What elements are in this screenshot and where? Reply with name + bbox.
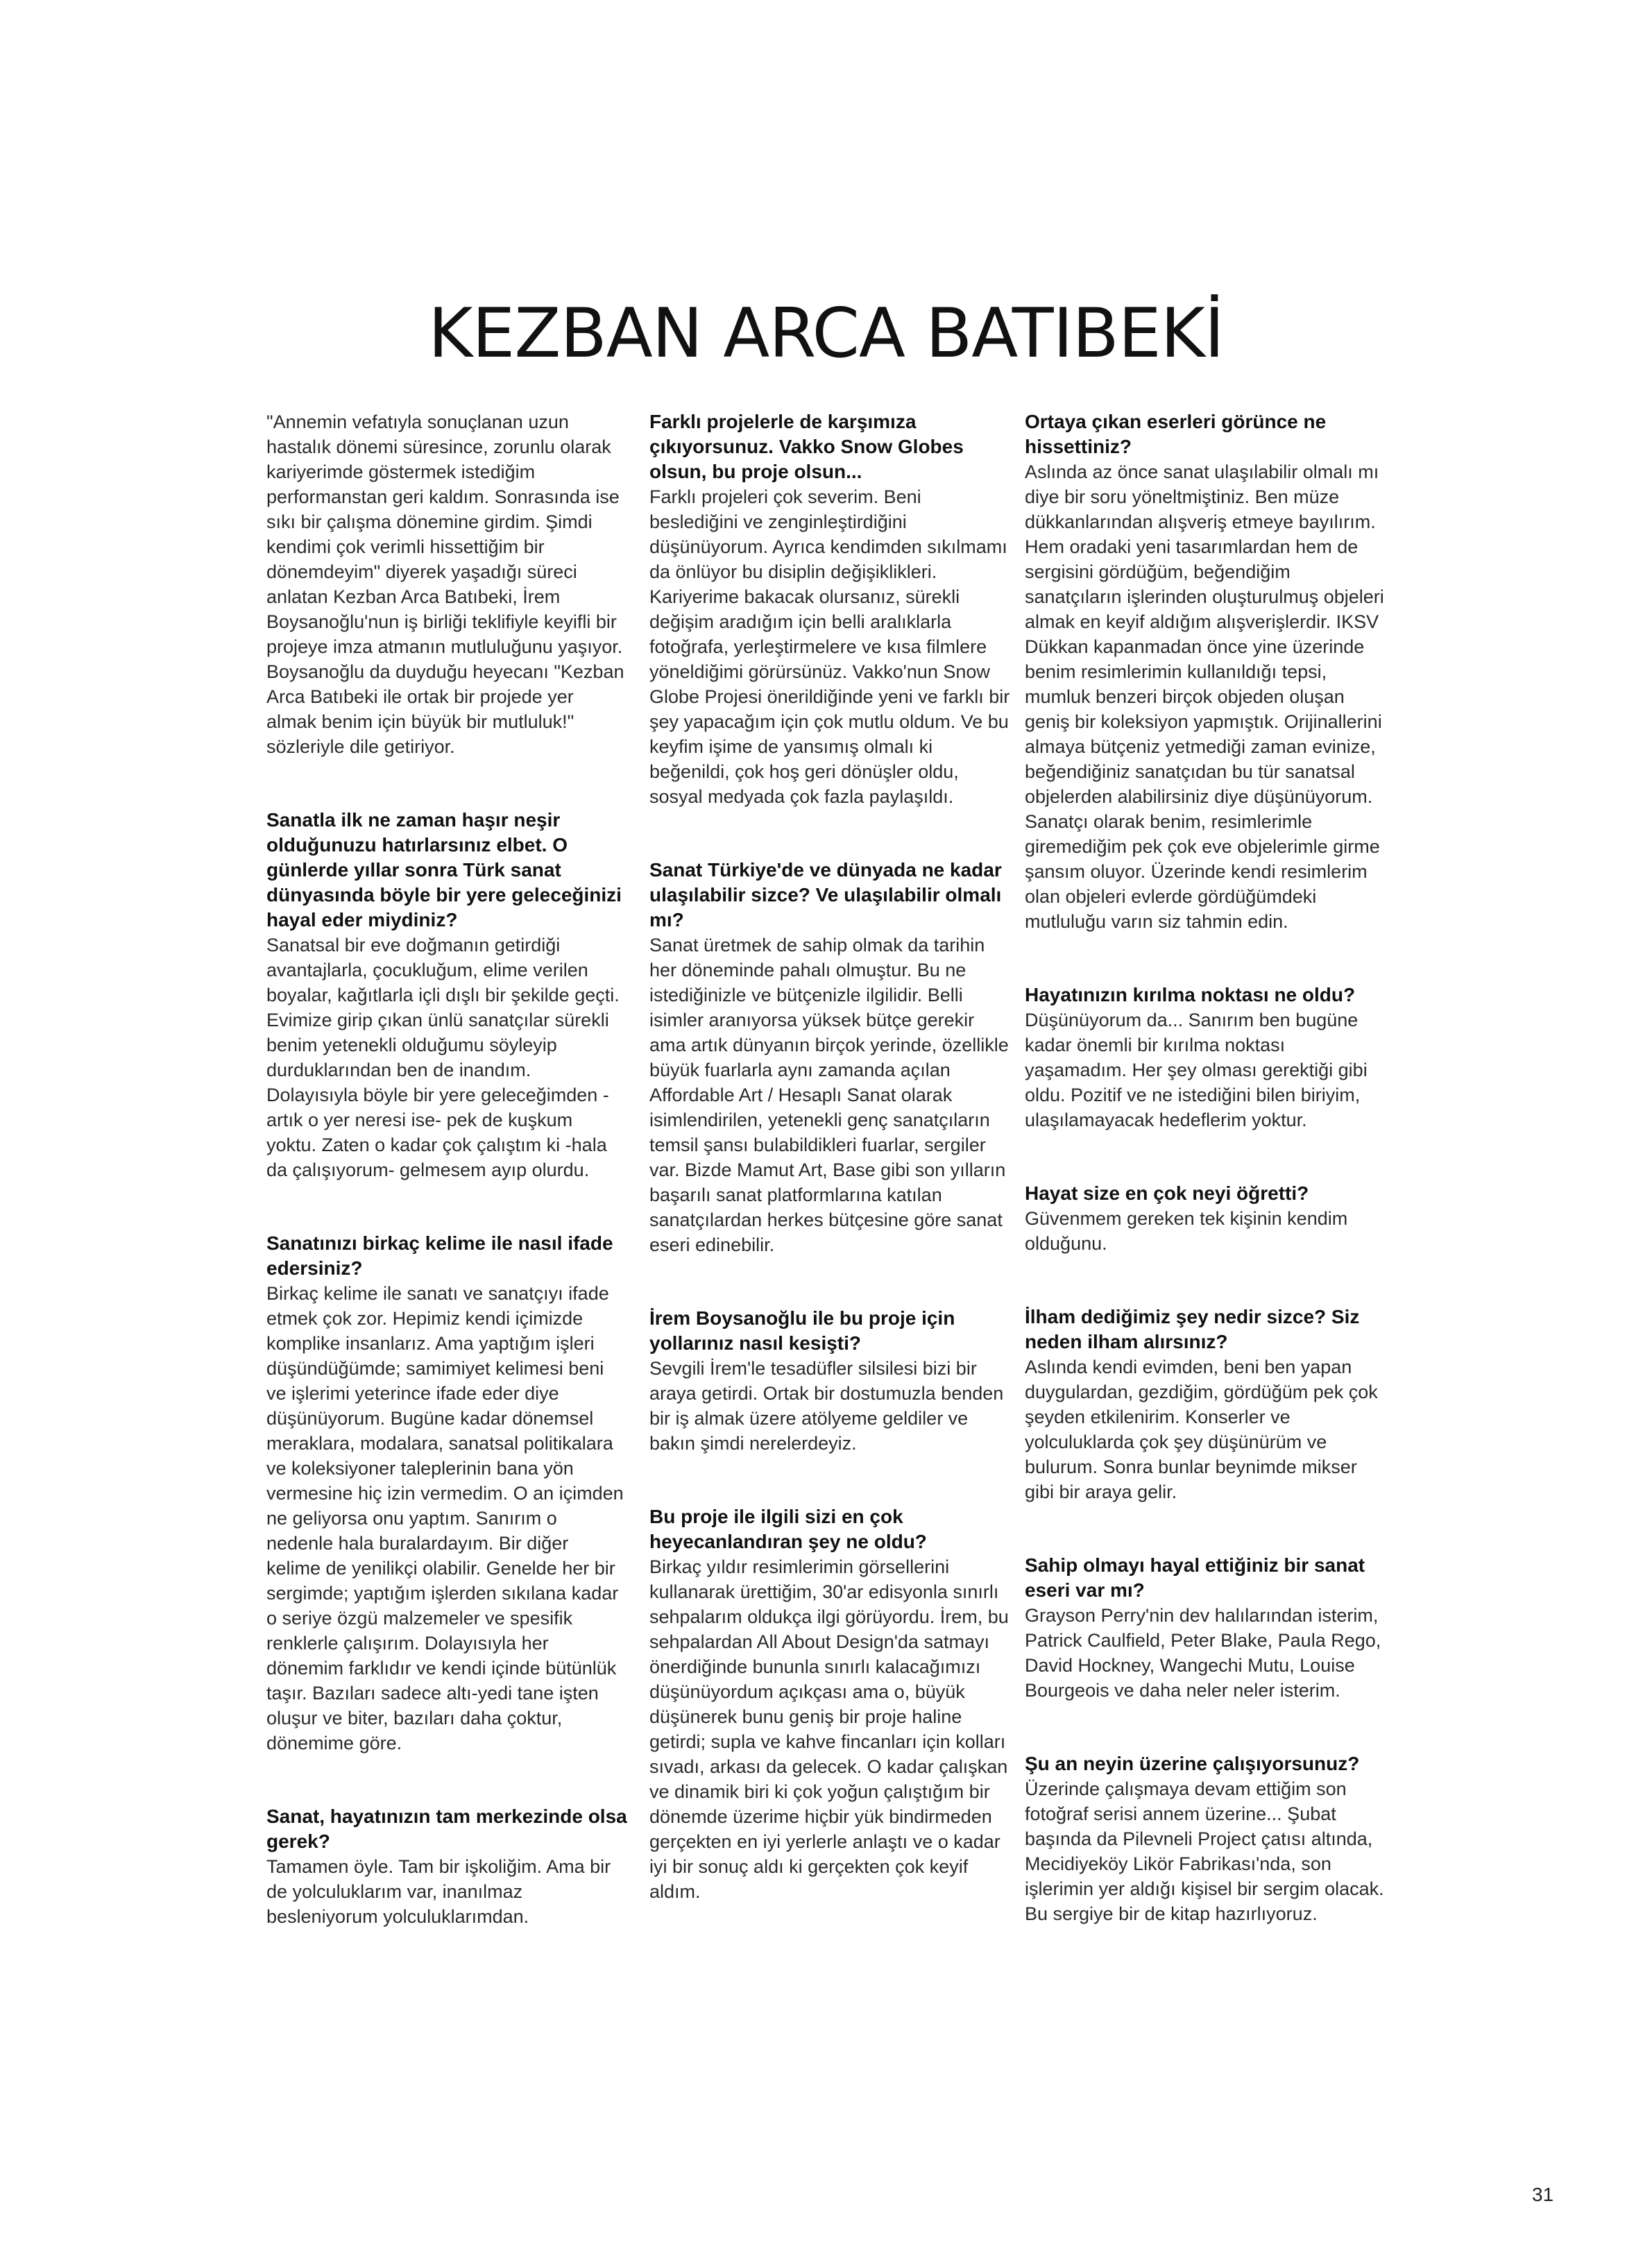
qa-block (649, 1504, 1010, 1904)
question: Ortaya çıkan eserleri görünce ne hissettiniz? (1025, 411, 1327, 457)
question: İlham dediğimiz şey nedir sizce? Siz neden ilham alırsınız? (1025, 1306, 1360, 1352)
question: Şu an neyin üzerine çalışıyorsunuz? (1025, 1753, 1360, 1774)
qa-block (1025, 409, 1386, 934)
question: Sahip olmayı hayal ettiğiniz bir sanat eseri var mı? (1025, 1554, 1365, 1601)
answer: Güvenmem gereken tek kişinin kendim olduğunu. (1025, 1208, 1348, 1254)
question: Hayat size en çok neyi öğretti? (1025, 1182, 1309, 1204)
qa-block (649, 1306, 1010, 1456)
answer: Sanat üretmek de sahip olmak da tarihin her döneminde pahalı olmuştur. Bu ne istediğinizle ve bütçenizle ilgilidir. Belli isimler aranıyorsa yüksek bütçe gerekir ama artık dünyanın birçok yerinde, özellikle büyük fuarlarla aynı zamanda açılan Affordable Art / Hesaplı Sanat olarak isimlendirilen, yetenekli genç sanatçıların temsil şansı bulabildikleri fuarlar, sergiler var. Bizde Mamut Art, Base gibi son yılların başarılı sanat platformlarına katılan sanatçılardan herkes bütçesine göre sanat eseri edinebilir. (649, 935, 1009, 1255)
qa-block (1025, 1181, 1386, 1256)
question: İrem Boysanoğlu ile bu proje için yollarınız nasıl kesişti? (649, 1307, 955, 1354)
question: Bu proje ile ilgili sizi en çok heyecanlandıran şey ne oldu? (649, 1506, 927, 1552)
question: Farklı projelerle de karşımıza çıkıyorsunuz. Vakko Snow Globes olsun, bu proje olsun... (649, 411, 964, 482)
answer: Sanatsal bir eve doğmanın getirdiği avantajlarla, çocukluğum, elime verilen boyalar, kağıtlarla içli dışlı bir şekilde geçti. Evimize girip çıkan ünlü sanatçılar sürekli benim yetenekli olduğumu söyleyip durduklarından ben de inandım. Dolayısıyla böyle bir yere geleceğimden -artık o yer neresi ise- pek de kuşkum yoktu. Zaten o kadar çok çalıştım ki -hala da çalışıyorum- gelmesem ayıp olurdu. (266, 935, 620, 1180)
answer: Aslında kendi evimden, beni ben yapan duygulardan, gezdiğim, gördüğüm pek çok şeyden etkilenirim. Konserler ve yolculuklarda çok şey düşünürüm ve bulurum. Sonra bunlar beynimde mikser gibi bir araya gelir. (1025, 1357, 1378, 1502)
intro-block (266, 409, 627, 759)
answer: Aslında az önce sanat ulaşılabilir olmalı mı diye bir soru yöneltmiştiniz. Ben müze dükkanlarından alışveriş etmeye bayılırım. Hem oradaki yeni tasarımlardan hem de sergisini gördüğüm, beğendiğim sanatçıların işlerinden oluşturulmuş objeleri almak en keyif aldığım alışverişlerdir. IKSV Dükkan kapanmadan önce yine üzerinde benim resimlerimin kullanıldığı tepsi, mumluk benzeri birçok objeden oluşan geniş bir koleksiyon yapmıştık. Orijinallerini almaya bütçeniz yetmediği zaman evinize, beğendiğiniz sanatçıdan bu tür sanatsal objelerden alabilirsiniz diye düşünüyorum. Sanatçı olarak benim, resimlerimle giremediğim pek çok eve objelerimle girme şansım oluyor. Üzerinde kendi resimlerim olan objeleri evlerde gördüğümdeki mutluluğu varın siz tahmin edin. (1025, 461, 1384, 932)
qa-block (266, 808, 627, 1182)
answer: Üzerinde çalışmaya devam ettiğim son fotoğraf serisi annem üzerine... Şubat başında da Pilevneli Project çatısı altında, Mecidiyeköy Likör Fabrikası'nda, son işlerimin yer aldığı kişisel bir sergim olacak. Bu sergiye bir de kitap hazırlıyoruz. (1025, 1778, 1384, 1924)
answer: Birkaç yıldır resimlerimin görsellerini kullanarak ürettiğim, 30'ar edisyonla sınırlı sehpalarım oldukça ilgi görüyordu. İrem, bu sehpalardan All About Design'da satmayı önerdiğinde bununla sınırlı kalacağımızı düşünüyordum açıkçası ama o, büyük düşünerek bunu geniş bir proje haline getirdi; supla ve kahve fincanları için kolları sıvadı, arkası da gelecek. O kadar çalışkan ve dinamik biri ki çok yoğun çalıştığım bir dönemde üzerime hiçbir yük bindirmeden gerçekten en iyi yerlerle anlaştı ve o kadar iyi bir sonuç aldı ki gerçekten çok keyif aldım. (649, 1556, 1009, 1902)
qa-block (266, 1804, 627, 1929)
column-1 (266, 409, 627, 1978)
question: Hayatınızın kırılma noktası ne oldu? (1025, 984, 1356, 1005)
qa-block (1025, 983, 1386, 1132)
qa-block (1025, 1553, 1386, 1703)
column-3 (1025, 409, 1386, 1975)
qa-block (649, 858, 1010, 1257)
page-title: KEZBAN ARCA BATIBEKİ (428, 294, 1224, 373)
answer: Tamamen öyle. Tam bir işkoliğim. Ama bir de yolculuklarım var, inanılmaz besleniyorum yolculuklarımdan. (266, 1856, 611, 1927)
qa-block (1025, 1305, 1386, 1504)
question: Sanat, hayatınızın tam merkezinde olsa gerek? (266, 1806, 627, 1852)
page-number: 31 (1532, 2184, 1554, 2205)
answer: Farklı projeleri çok severim. Beni beslediğini ve zenginleştirdiğini düşünüyorum. Ayrıca kendimden sıkılmamı da önlüyor bu disiplin değişiklikleri. Kariyerime bakacak olursanız, sürekli değişim aradığım için belli aralıklarla fotoğrafa, yerleştirmelere ve kısa filmlere yöneldiğimi görürsünüz. Vakko'nun Snow Globe Projesi önerildiğinde yeni ve farklı bir şey yapacağım için çok mutlu oldum. Ve bu keyfim işime de yansımış olmalı ki beğenildi, çok hoş geri dönüşler oldu, sosyal medyada çok fazla paylaşıldı. (649, 486, 1010, 807)
answer: Birkaç kelime ile sanatı ve sanatçıyı ifade etmek çok zor. Hepimiz kendi içimizde komplike insanlarız. Ama yaptığım işleri düşündüğümde; samimiyet kelimesi beni ve işlerimi yeterince ifade eder diye düşünüyorum. Bugüne kadar dönemsel meraklara, modalara, sanatsal politikalara ve koleksiyoner taleplerinin bana yön vermesine hiç izin vermedim. O an içimden ne geliyorsa onu yaptım. Sanırım o nedenle hala buralardayım. Bir diğer kelime de yenilikçi olabilir. Genelde her bir sergimde; yaptığım işlerden sıkılana kadar o seriye özgü malzemeler ve spesifik renklerle çalışırım. Dolayısıyla her dönemim farklıdır ve kendi içinde bütünlük taşır. Bazıları sadece altı-yedi tane işten oluşur ve biter, bazıları daha çoktur, dönemime göre. (266, 1283, 624, 1753)
intro-paragraph: "Annemin vefatıyla sonuçlanan uzun hastalık dönemi süresince, zorunlu olarak kariyerimde göstermek istediğim performanstan geri kaldım. Sonrasında ise sıkı bir çalışma dönemine girdim. Şimdi kendimi çok verimli hissettiğim bir dönemdeyim" diyerek yaşadığı süreci anlatan Kezban Arca Batıbeki, İrem Boysanoğlu'nun iş birliği teklifiyle keyifli bir projeye imza atmanın mutluluğunu yaşıyor. Boysanoğlu da duyduğu heyecanı "Kezban Arca Batıbeki ile ortak bir projede yer almak benim için büyük bir mutluluk!" sözleriyle dile getiriyor. (266, 411, 624, 757)
answer: Grayson Perry'nin dev halılarından isterim, Patrick Caulfield, Peter Blake, Paula Rego, David Hockney, Wangechi Mutu, Louise Bourgeois ve daha neler neler isterim. (1025, 1605, 1381, 1701)
column-2 (649, 409, 1010, 1953)
question: Sanatla ilk ne zaman haşır neşir olduğunuzu hatırlarsınız elbet. O günlerde yıllar sonra Türk sanat dünyasında böyle bir yere geleceğinizi hayal eder miydiniz? (266, 809, 622, 931)
qa-block (266, 1231, 627, 1756)
answer: Düşünüyorum da... Sanırım ben bugüne kadar önemli bir kırılma noktası yaşamadım. Her şey olması gerektiği gibi oldu. Pozitif ve ne istediğini bilen biriyim, ulaşılamayacak hedeflerim yoktur. (1025, 1010, 1368, 1130)
answer: Sevgili İrem'le tesadüfler silsilesi bizi bir araya getirdi. Ortak bir dostumuzla benden bir iş almak üzere atölyeme geldiler ve bakın şimdi nerelerdeyiz. (649, 1358, 1004, 1454)
qa-block (1025, 1751, 1386, 1926)
question: Sanatınızı birkaç kelime ile nasıl ifade edersiniz? (266, 1232, 613, 1279)
question: Sanat Türkiye'de ve dünyada ne kadar ulaşılabilir sizce? Ve ulaşılabilir olmalı mı? (649, 859, 1002, 931)
qa-block (649, 409, 1010, 809)
